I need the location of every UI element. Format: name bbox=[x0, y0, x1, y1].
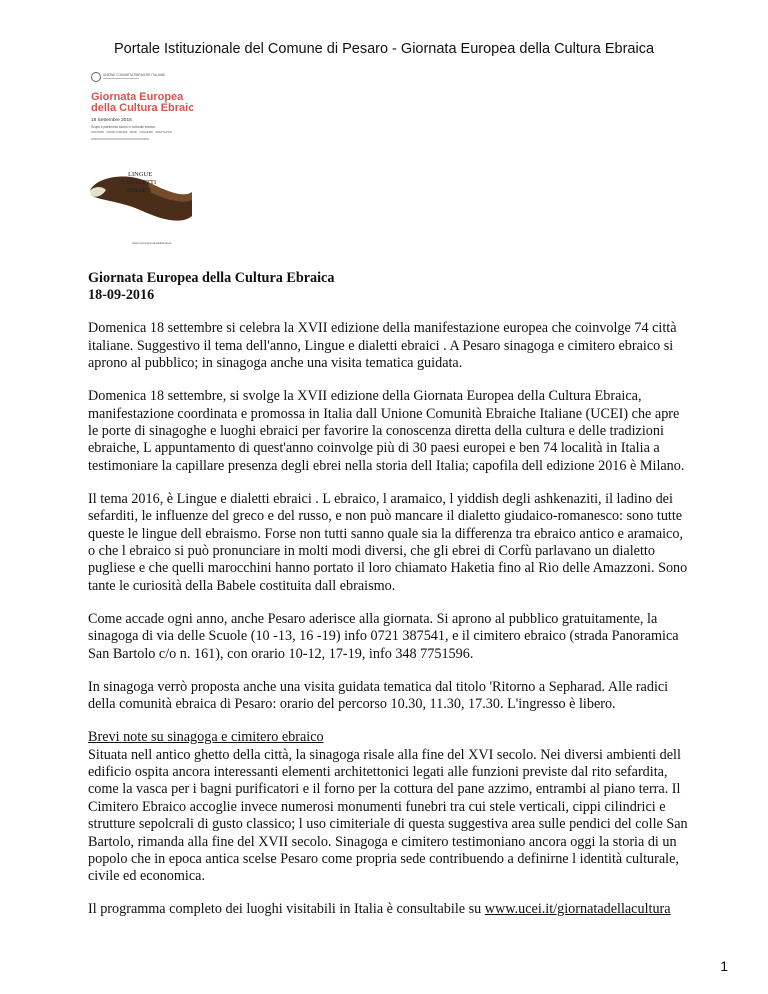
notes-section bbox=[88, 729, 693, 886]
article-title: Giornata Europea della Cultura Ebraica bbox=[88, 270, 335, 286]
poster-org: UNIONE COMUNITÀ EBRAICHE ITALIANE bbox=[103, 73, 166, 77]
article-paragraph-3: Il tema 2016, è Lingue e dialetti ebraici . L ebraico, l aramaico, l yiddish degli ashkenaziti, il ladino dei sefarditi, le influenze del greco e del russo, e non può mancare il dialetto giudaico-romanesco: sono tutte queste le lingue dell ebraismo. Forse non tutti sanno quale sia la differenza tra ebraico antico e aramaico, o che l ebraico si può pronunciare in molti modi diversi, che gli ebrei di Corfù parlavano un dialetto pugliese e che quelli marocchini hanno portato il loro chiamato Haketia fino al Rio delle Amazzoni. Sono tante le curiosità della Babele costituita dall ebraismo. bbox=[88, 490, 688, 594]
poster-date: 18 Settembre 2016 bbox=[91, 118, 132, 123]
article-body bbox=[88, 270, 693, 934]
poster-theme-line3: EBRAICI bbox=[125, 187, 151, 194]
notes-text: Situata nell antico ghetto della città, la sinagoga risale alla fine del XVI secolo. Nei diversi ambienti dell edificio ospita ancora interessanti elementi architettonici legati alle funzioni previste dal rito sefardita, come la vasca per i bagni purificatori e il forno per la cottura del pane azzimo, entrambi al piano terra. Il Cimitero Ebraico accoglie invece numerosi monumenti funebri tra cui stele verticali, cippi cilindrici e strutture sepolcrali di gusto classico; l uso cimiteriale di questa suggestiva area sulle pendici del colle San Bartolo, rimanda alla fine del XVII secolo. Sinagoga e cimitero testimoniano ancora oggi la storia di un popolo che in epoca antica scelse Pesaro come propria sede contribuendo a definirne l identità culturale, civile ed economica. bbox=[88, 746, 688, 885]
article-paragraph-2: Domenica 18 settembre, si svolge la XVII edizione della Giornata Europea della Cultura Ebraica, manifestazione coordinata e promossa in Italia dall Unione Comunità Ebraiche Italiane (UCEI) che apre le porte di sinagoghe e luoghi ebraici per favorire la conoscenza diretta della cultura e delle tradizioni ebraiche, L appuntamento di quest'anno coinvolge più di 30 paesi europei e ben 74 località in Italia a testimoniare la capillare presenza degli ebrei nella storia dell Italia; capofila dell edizione 2016 è Milano. bbox=[88, 388, 685, 474]
poster-graphic bbox=[88, 68, 193, 252]
event-poster-image bbox=[88, 68, 193, 252]
poster-title-line2: della Cultura Ebraica bbox=[91, 102, 193, 114]
ucei-logo-icon bbox=[92, 73, 101, 82]
article-date: 18-09-2016 bbox=[88, 287, 155, 304]
article-paragraph-5: In sinagoga verrò proposta anche una visita guidata tematica dal titolo 'Ritorno a Sepharad. Alle radici della comunità ebraica di Pesaro: orario del percorso 10.30, 11.30, 17.30. L'ingresso è libero. bbox=[88, 678, 669, 713]
page-header: Portale Istituzionale del Comune di Pesaro - Giornata Europea della Cultura Ebraica bbox=[113, 41, 655, 57]
poster-tagline: Scopri il patrimonio storico e culturale ebraico bbox=[91, 125, 156, 129]
page-number: 1 bbox=[720, 958, 728, 974]
closing-text: Il programma completo dei luoghi visitabili in Italia è consultabile su bbox=[88, 901, 485, 918]
article-paragraph-4: Come accade ogni anno, anche Pesaro aderisce alla giornata. Si aprono al pubblico gratuitamente, la sinagoga di via delle Scuole (10 -13, 16 -19) info 0721 387541, e il cimitero ebraico (strada Panoramica San Bartolo c/o n. 161), con orario 10-12, 17-19, info 348 7751596. bbox=[88, 610, 679, 662]
closing-paragraph bbox=[88, 901, 693, 918]
poster-theme-line2: E DIALETTI bbox=[121, 179, 157, 186]
article-paragraph-1: Domenica 18 settembre si celebra la XVII edizione della manifestazione europea che coinvolge 74 città italiane. Suggestivo il tema dell'anno, Lingue e dialetti ebraici . A Pesaro sinagoga e cimitero ebraico si aprono al pubblico; in sinagoga anche una visita tematica guidata. bbox=[88, 320, 677, 372]
poster-url: www.ucei.it/giornatadellacultura bbox=[132, 241, 172, 245]
poster-theme-line1: LINGUE bbox=[128, 171, 153, 178]
article-heading bbox=[88, 270, 693, 305]
notes-heading: Brevi note su sinagoga e cimitero ebraico bbox=[88, 729, 324, 746]
ucei-link[interactable]: www.ucei.it/giornatadellacultura bbox=[484, 901, 671, 918]
poster-title-line1: Giornata Europea bbox=[91, 91, 184, 103]
poster-events: INCONTRI · VISITE GUIDATE · ARTE · CONCERTI · SPETTACOLI bbox=[91, 131, 173, 134]
